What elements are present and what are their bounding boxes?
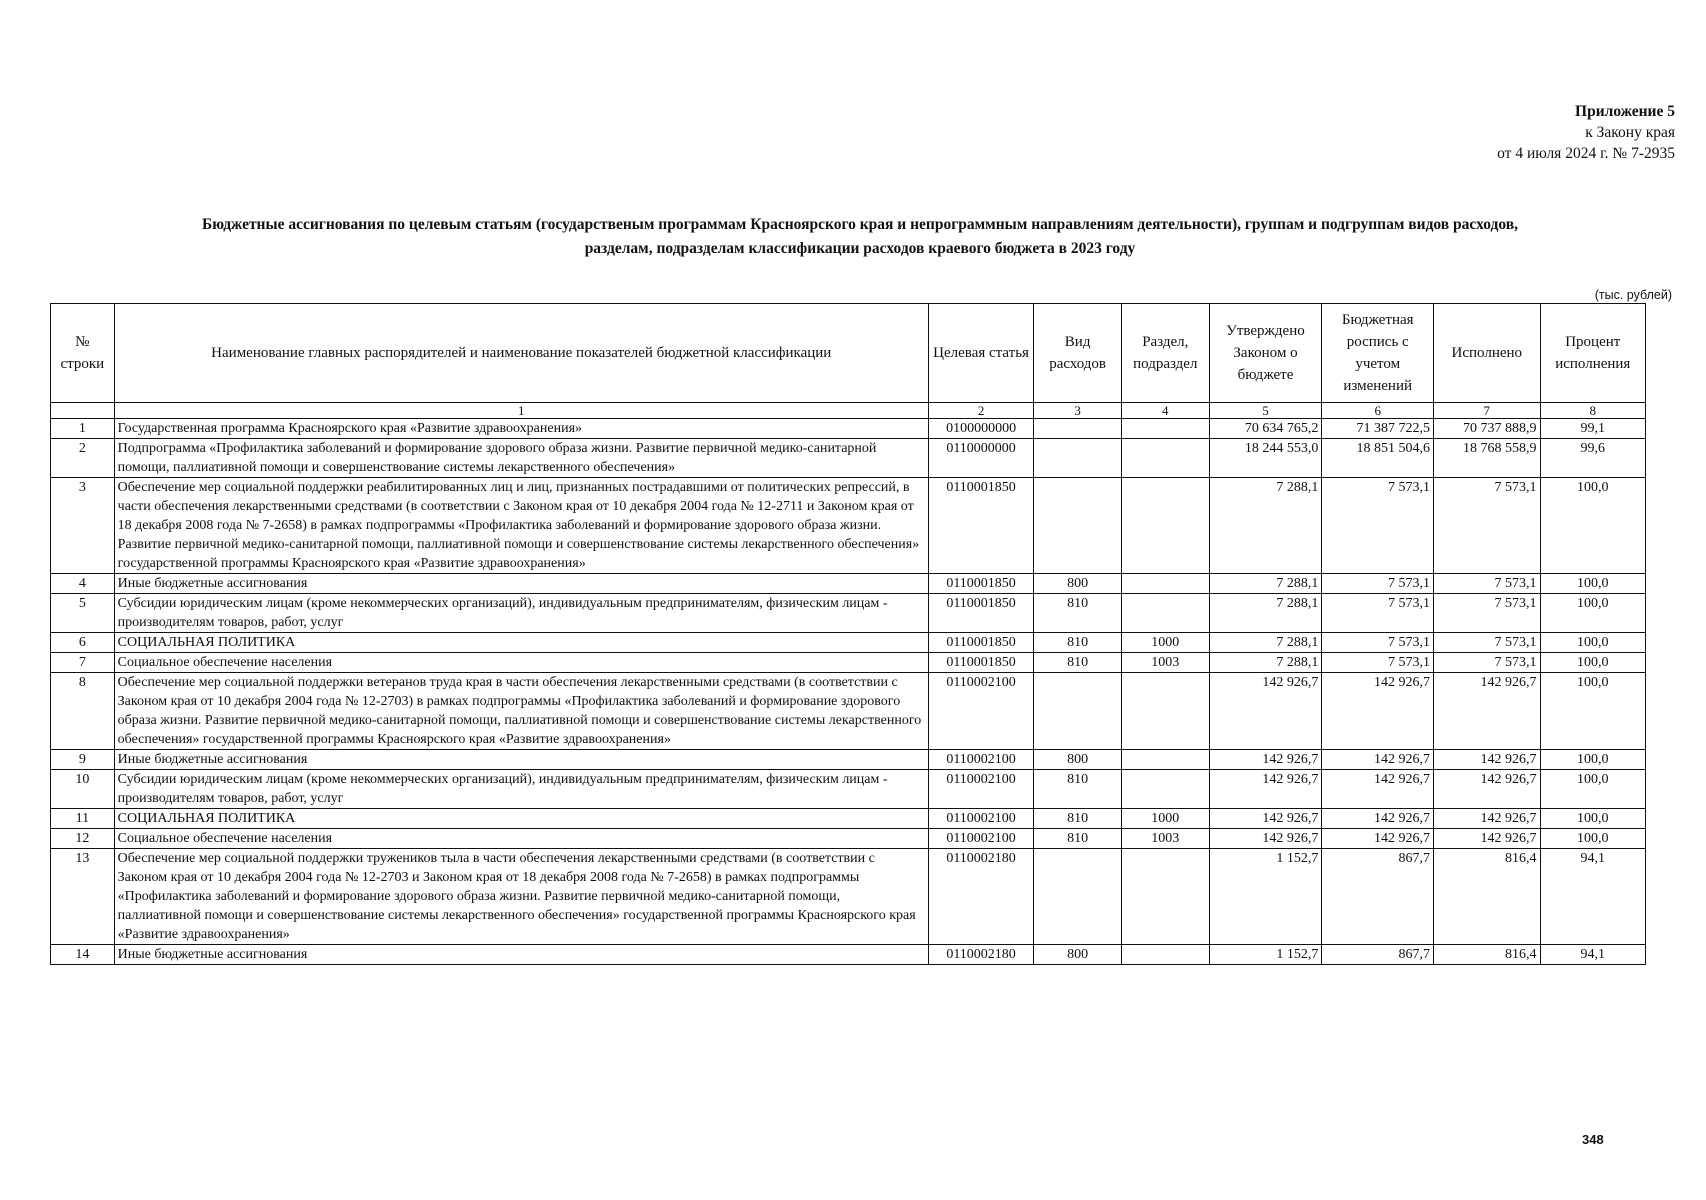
row-name-cell: Социальное обеспечение населения	[114, 653, 928, 673]
row-number-cell: 1	[51, 419, 115, 439]
row-number-cell: 6	[51, 633, 115, 653]
row-name-cell: Иные бюджетные ассигнования	[114, 574, 928, 594]
row-percent-cell: 100,0	[1540, 653, 1645, 673]
page-number: 348	[1582, 1132, 1604, 1147]
row-schedule-cell: 7 573,1	[1322, 594, 1434, 633]
row-target-article-cell: 0110002100	[928, 750, 1033, 770]
column-number: 4	[1121, 403, 1209, 419]
row-target-article-cell: 0110001850	[928, 478, 1033, 574]
document-title-line1: Бюджетные ассигнования по целевым статьям (государственым программам Красноярского края и непрограммным направлениям деятельности), группам и подгруппам видов расходов,	[201, 216, 1518, 233]
table-row	[51, 574, 1646, 594]
row-expense-kind-cell: 810	[1034, 633, 1122, 653]
row-section-cell	[1121, 419, 1209, 439]
table-row	[51, 809, 1646, 829]
row-executed-cell: 816,4	[1434, 849, 1540, 945]
row-executed-cell: 7 573,1	[1434, 633, 1540, 653]
row-number-cell: 11	[51, 809, 115, 829]
row-schedule-cell: 18 851 504,6	[1322, 439, 1434, 478]
appendix-date: от 4 июля 2024 г. № 7-2935	[1497, 145, 1675, 162]
header-approved: Утверждено Законом о бюджете	[1209, 304, 1322, 403]
header-percent: Процент исполнения	[1540, 304, 1645, 403]
row-section-cell	[1121, 750, 1209, 770]
row-section-cell: 1000	[1121, 633, 1209, 653]
header-row	[51, 304, 1646, 403]
table-row	[51, 633, 1646, 653]
row-section-cell	[1121, 673, 1209, 750]
row-approved-cell: 142 926,7	[1209, 770, 1322, 809]
column-number: 8	[1540, 403, 1645, 419]
row-schedule-cell: 142 926,7	[1322, 770, 1434, 809]
row-section-cell	[1121, 574, 1209, 594]
table-row	[51, 750, 1646, 770]
table-row	[51, 653, 1646, 673]
row-name-cell: Государственная программа Красноярского края «Развитие здравоохранения»	[114, 419, 928, 439]
row-target-article-cell: 0110001850	[928, 574, 1033, 594]
row-schedule-cell: 7 573,1	[1322, 574, 1434, 594]
appendix-title: Приложение 5	[1575, 103, 1675, 120]
row-executed-cell: 142 926,7	[1434, 809, 1540, 829]
row-approved-cell: 7 288,1	[1209, 574, 1322, 594]
row-section-cell	[1121, 478, 1209, 574]
row-approved-cell: 7 288,1	[1209, 594, 1322, 633]
row-name-cell: Субсидии юридическим лицам (кроме некоммерческих организаций), индивидуальным предпринимателям, физическим лицам - производителям товаров, работ, услуг	[114, 770, 928, 809]
row-percent-cell: 100,0	[1540, 770, 1645, 809]
row-schedule-cell: 142 926,7	[1322, 829, 1434, 849]
row-schedule-cell: 867,7	[1322, 945, 1434, 965]
row-number-cell: 3	[51, 478, 115, 574]
column-number: 6	[1322, 403, 1434, 419]
row-executed-cell: 18 768 558,9	[1434, 439, 1540, 478]
row-expense-kind-cell: 800	[1034, 574, 1122, 594]
row-target-article-cell: 0100000000	[928, 419, 1033, 439]
row-target-article-cell: 0110002100	[928, 809, 1033, 829]
row-expense-kind-cell: 810	[1034, 829, 1122, 849]
row-section-cell	[1121, 849, 1209, 945]
document-title-line2: разделам, подразделам классификации расходов краевого бюджета в 2023 году	[584, 240, 1136, 257]
row-approved-cell: 142 926,7	[1209, 750, 1322, 770]
row-expense-kind-cell: 800	[1034, 750, 1122, 770]
row-schedule-cell: 71 387 722,5	[1322, 419, 1434, 439]
row-name-cell: Обеспечение мер социальной поддержки ветеранов труда края в части обеспечения лекарственными средствами (в соответствии с Законом края от 10 декабря 2004 года № 12-2703) в рамках подпрограммы «Профилактика заболеваний и формирование здорового образа жизни. Развитие первичной медико-санитарной помощи, паллиативной помощи и совершенствование системы лекарственного обеспечения» государственной программы Красноярского края «Развитие здравоохранения»	[114, 673, 928, 750]
table-row	[51, 419, 1646, 439]
row-expense-kind-cell	[1034, 439, 1122, 478]
header-name: Наименование главных распорядителей и наименование показателей бюджетной классификации	[114, 304, 928, 403]
table-row	[51, 439, 1646, 478]
row-schedule-cell: 867,7	[1322, 849, 1434, 945]
row-schedule-cell: 142 926,7	[1322, 673, 1434, 750]
row-name-cell: Обеспечение мер социальной поддержки тружеников тыла в части обеспечения лекарственными средствами (в соответствии с Законом края от 10 декабря 2004 года № 12-2703 и Законом края от 18 декабря 2008 года № 7-2658) в рамках подпрограммы «Профилактика заболеваний и формирование здорового образа жизни. Развитие первичной медико-санитарной помощи, паллиативной помощи и совершенствование системы лекарственного обеспечения» государственной программы Красноярского края «Развитие здравоохранения»	[114, 849, 928, 945]
table-row	[51, 849, 1646, 945]
appendix-reference	[1497, 101, 1675, 164]
document-title	[80, 213, 1640, 261]
row-number-cell: 10	[51, 770, 115, 809]
row-percent-cell: 100,0	[1540, 594, 1645, 633]
header-executed: Исполнено	[1434, 304, 1540, 403]
row-expense-kind-cell	[1034, 673, 1122, 750]
row-target-article-cell: 0110002100	[928, 770, 1033, 809]
table-row	[51, 770, 1646, 809]
header-target-article: Целевая статья	[928, 304, 1033, 403]
row-name-cell: Подпрограмма «Профилактика заболеваний и формирование здорового образа жизни. Развитие первичной медико-санитарной помощи, паллиативной помощи и совершенствование системы лекарственного обеспечения»	[114, 439, 928, 478]
row-schedule-cell: 7 573,1	[1322, 633, 1434, 653]
row-target-article-cell: 0110002180	[928, 849, 1033, 945]
appendix-law: к Закону края	[1585, 124, 1675, 141]
row-executed-cell: 7 573,1	[1434, 653, 1540, 673]
units-label: (тыс. рублей)	[1594, 288, 1672, 302]
row-schedule-cell: 7 573,1	[1322, 653, 1434, 673]
row-expense-kind-cell	[1034, 849, 1122, 945]
row-name-cell: Социальное обеспечение населения	[114, 829, 928, 849]
row-name-cell: СОЦИАЛЬНАЯ ПОЛИТИКА	[114, 809, 928, 829]
row-expense-kind-cell: 810	[1034, 594, 1122, 633]
row-percent-cell: 100,0	[1540, 829, 1645, 849]
row-name-cell: СОЦИАЛЬНАЯ ПОЛИТИКА	[114, 633, 928, 653]
row-percent-cell: 99,6	[1540, 439, 1645, 478]
row-executed-cell: 816,4	[1434, 945, 1540, 965]
table-row	[51, 829, 1646, 849]
row-expense-kind-cell: 810	[1034, 770, 1122, 809]
row-number-cell: 13	[51, 849, 115, 945]
row-expense-kind-cell: 800	[1034, 945, 1122, 965]
row-section-cell	[1121, 945, 1209, 965]
row-approved-cell: 18 244 553,0	[1209, 439, 1322, 478]
row-expense-kind-cell	[1034, 478, 1122, 574]
table-row	[51, 594, 1646, 633]
row-approved-cell: 7 288,1	[1209, 653, 1322, 673]
row-percent-cell: 100,0	[1540, 673, 1645, 750]
row-expense-kind-cell: 810	[1034, 653, 1122, 673]
row-approved-cell: 70 634 765,2	[1209, 419, 1322, 439]
row-approved-cell: 142 926,7	[1209, 809, 1322, 829]
row-target-article-cell: 0110002100	[928, 829, 1033, 849]
row-name-cell: Обеспечение мер социальной поддержки реабилитированных лиц и лиц, признанных пострадавшими от политических репрессий, в части обеспечения лекарственными средствами (в соответствии с Законом края от 10 декабря 2004 года № 12-2711 и Законом края от 18 декабря 2008 года № 7-2658) в рамках подпрограммы «Профилактика заболеваний и формирование здорового образа жизни. Развитие первичной медико-санитарной помощи, паллиативной помощи и совершенствование системы лекарственного обеспечения» государственной программы Красноярского края «Развитие здравоохранения»	[114, 478, 928, 574]
header-expense-kind: Вид расходов	[1034, 304, 1122, 403]
row-target-article-cell: 0110002180	[928, 945, 1033, 965]
row-executed-cell: 70 737 888,9	[1434, 419, 1540, 439]
row-schedule-cell: 142 926,7	[1322, 809, 1434, 829]
row-number-cell: 14	[51, 945, 115, 965]
row-executed-cell: 7 573,1	[1434, 574, 1540, 594]
row-target-article-cell: 0110000000	[928, 439, 1033, 478]
row-section-cell: 1000	[1121, 809, 1209, 829]
row-executed-cell: 142 926,7	[1434, 770, 1540, 809]
budget-table	[50, 303, 1646, 965]
row-percent-cell: 100,0	[1540, 478, 1645, 574]
row-approved-cell: 142 926,7	[1209, 829, 1322, 849]
row-expense-kind-cell: 810	[1034, 809, 1122, 829]
row-percent-cell: 100,0	[1540, 750, 1645, 770]
row-schedule-cell: 142 926,7	[1322, 750, 1434, 770]
row-target-article-cell: 0110001850	[928, 594, 1033, 633]
table-row	[51, 673, 1646, 750]
row-percent-cell: 100,0	[1540, 574, 1645, 594]
column-number	[51, 403, 115, 419]
row-number-cell: 2	[51, 439, 115, 478]
row-section-cell	[1121, 439, 1209, 478]
row-number-cell: 8	[51, 673, 115, 750]
row-executed-cell: 142 926,7	[1434, 750, 1540, 770]
row-number-cell: 4	[51, 574, 115, 594]
row-executed-cell: 7 573,1	[1434, 594, 1540, 633]
column-number: 2	[928, 403, 1033, 419]
row-percent-cell: 94,1	[1540, 849, 1645, 945]
row-name-cell: Иные бюджетные ассигнования	[114, 945, 928, 965]
row-name-cell: Иные бюджетные ассигнования	[114, 750, 928, 770]
row-percent-cell: 100,0	[1540, 633, 1645, 653]
row-target-article-cell: 0110001850	[928, 633, 1033, 653]
row-target-article-cell: 0110002100	[928, 673, 1033, 750]
row-executed-cell: 142 926,7	[1434, 829, 1540, 849]
row-target-article-cell: 0110001850	[928, 653, 1033, 673]
row-number-cell: 9	[51, 750, 115, 770]
row-approved-cell: 7 288,1	[1209, 478, 1322, 574]
row-percent-cell: 94,1	[1540, 945, 1645, 965]
table-body	[51, 403, 1646, 965]
row-approved-cell: 7 288,1	[1209, 633, 1322, 653]
column-number: 1	[114, 403, 928, 419]
row-section-cell	[1121, 594, 1209, 633]
table-row	[51, 478, 1646, 574]
row-approved-cell: 1 152,7	[1209, 945, 1322, 965]
row-section-cell	[1121, 770, 1209, 809]
row-approved-cell: 1 152,7	[1209, 849, 1322, 945]
header-section: Раздел, подраздел	[1121, 304, 1209, 403]
table-header	[51, 304, 1646, 403]
row-schedule-cell: 7 573,1	[1322, 478, 1434, 574]
header-row-number: № строки	[51, 304, 115, 403]
row-percent-cell: 100,0	[1540, 809, 1645, 829]
row-approved-cell: 142 926,7	[1209, 673, 1322, 750]
row-name-cell: Субсидии юридическим лицам (кроме некоммерческих организаций), индивидуальным предпринимателям, физическим лицам - производителям товаров, работ, услуг	[114, 594, 928, 633]
row-section-cell: 1003	[1121, 829, 1209, 849]
row-number-cell: 7	[51, 653, 115, 673]
header-budget-schedule: Бюджетная роспись с учетом изменений	[1322, 304, 1434, 403]
column-numbers-row	[51, 403, 1646, 419]
column-number: 5	[1209, 403, 1322, 419]
column-number: 3	[1034, 403, 1122, 419]
row-executed-cell: 7 573,1	[1434, 478, 1540, 574]
column-number: 7	[1434, 403, 1540, 419]
row-executed-cell: 142 926,7	[1434, 673, 1540, 750]
row-number-cell: 12	[51, 829, 115, 849]
row-number-cell: 5	[51, 594, 115, 633]
row-section-cell: 1003	[1121, 653, 1209, 673]
row-percent-cell: 99,1	[1540, 419, 1645, 439]
row-expense-kind-cell	[1034, 419, 1122, 439]
table-row	[51, 945, 1646, 965]
